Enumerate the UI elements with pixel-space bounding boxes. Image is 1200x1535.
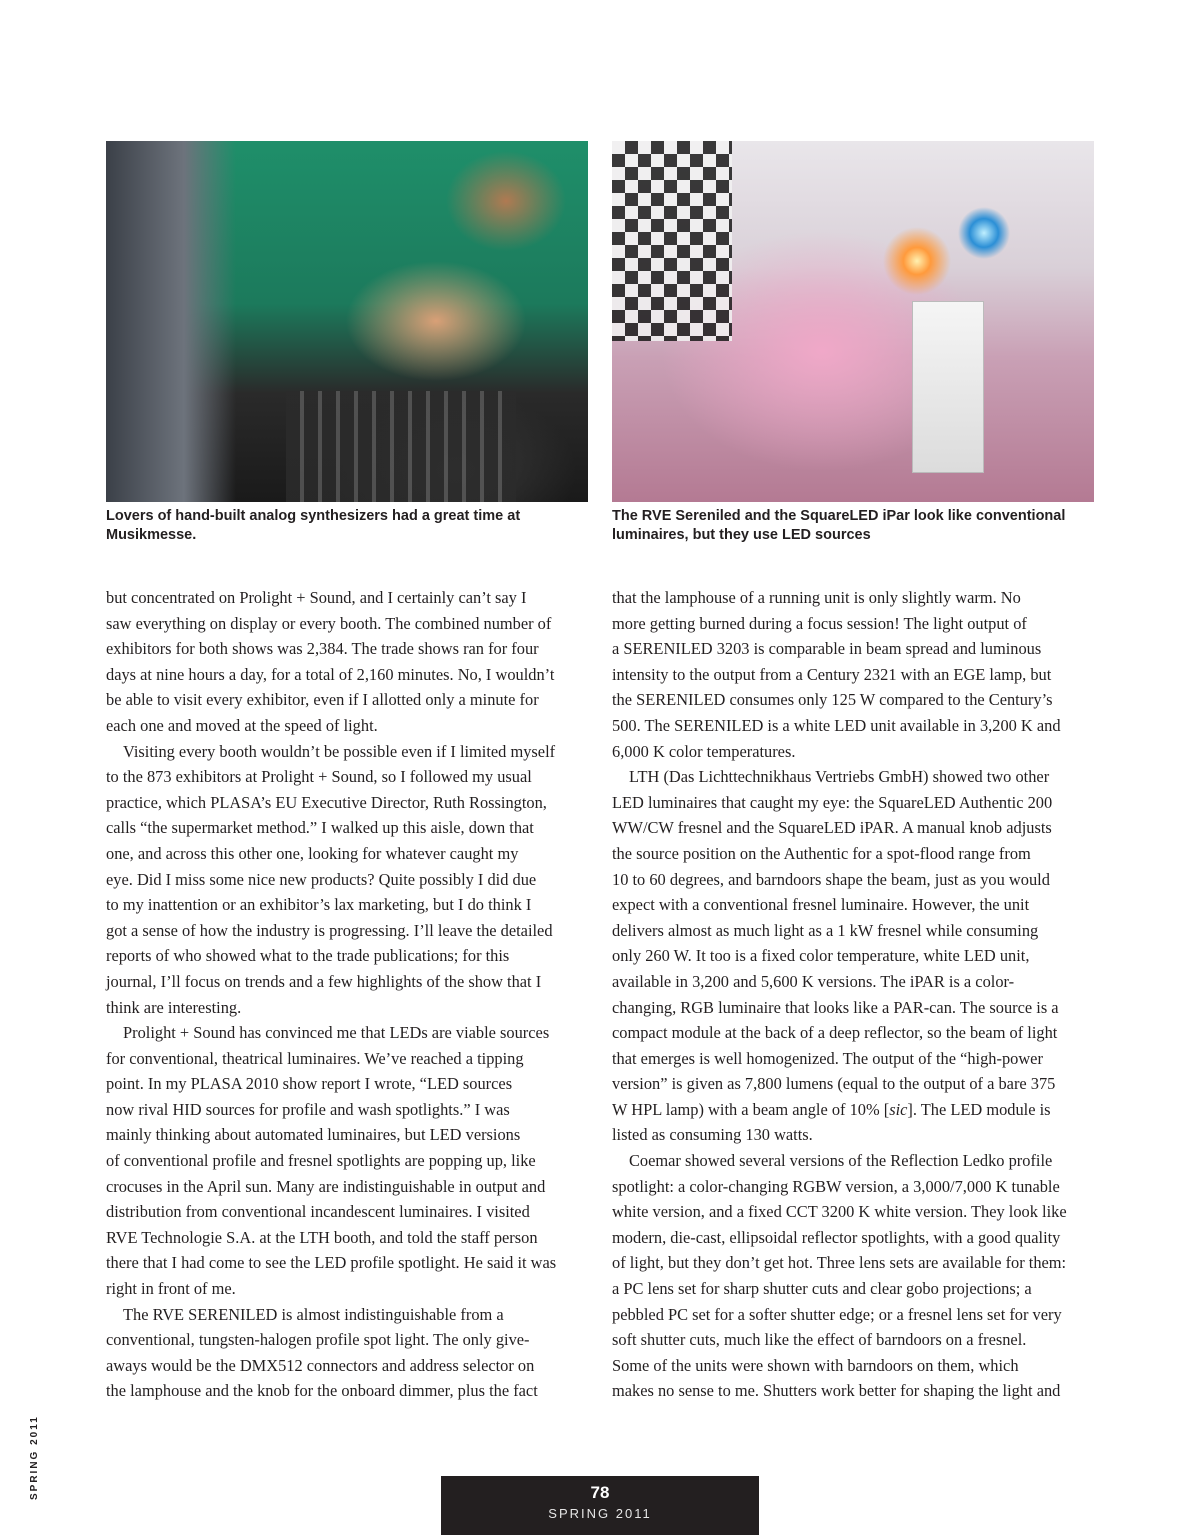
text-line: to the 873 exhibitors at Prolight + Sound, so I followed my usual: [106, 767, 532, 787]
text-line: intensity to the output from a Century 2321 with an EGE lamp, but: [612, 664, 1052, 684]
text-line: Visiting every booth wouldn’t be possible even if I limited myself: [123, 741, 556, 761]
text-line: one, and across this other one, looking for whatever caught my: [106, 843, 519, 863]
text-line-sic: [612, 1097, 1094, 1123]
photo-caption-left: Lovers of hand-built analog synthesizers had a great time at Musikmesse.: [106, 508, 521, 543]
text-line: eye. Did I miss some nice new products? Quite possibly I did due: [106, 869, 537, 889]
text-line: got a sense of how the industry is progressing. I’ll leave the detailed: [106, 920, 553, 940]
text-line: exhibitors for both shows was 2,384. The trade shows ran for four: [106, 639, 539, 659]
text-fragment: ]. The LED module is: [907, 1099, 1051, 1119]
text-line: now rival HID sources for profile and wash spotlights.” I was: [106, 1099, 510, 1119]
text-line: crocuses in the April sun. Many are indistinguishable in output and: [106, 1176, 546, 1196]
text-line: more getting burned during a focus session! The light output of: [612, 613, 1027, 633]
text-line: LED luminaires that caught my eye: the SquareLED Authentic 200: [612, 792, 1053, 812]
text-line: spotlight: a color-changing RGBW version, a 3,000/7,000 K tunable: [612, 1176, 1060, 1196]
text-line: expect with a conventional fresnel luminaire. However, the unit: [612, 895, 1030, 915]
text-line: 10 to 60 degrees, and barndoors shape the beam, just as you would: [612, 869, 1050, 889]
text-line: modern, die-cast, ellipsoidal reflector spotlights, with a good quality: [612, 1227, 1061, 1247]
text-line: a SERENILED 3203 is comparable in beam spread and luminous: [612, 639, 1042, 659]
text-line: The RVE SERENILED is almost indistinguishable from a: [123, 1304, 504, 1324]
text-line: the SERENILED consumes only 125 W compared to the Century’s: [612, 690, 1053, 710]
text-line: right in front of me.: [106, 1279, 236, 1299]
text-line: each one and moved at the speed of light.: [106, 715, 378, 735]
text-line: changing, RGB luminaire that looks like a PAR-can. The source is a: [612, 997, 1059, 1017]
text-line: journal, I’ll focus on trends and a few highlights of the show that I: [106, 971, 542, 991]
text-line: for conventional, theatrical luminaires. We’ve reached a tipping: [106, 1048, 524, 1068]
text-line: mainly thinking about automated luminaires, but LED versions: [106, 1125, 521, 1145]
text-line: version” is given as 7,800 lumens (equal to the output of a bare 375: [612, 1074, 1056, 1094]
text-line: RVE Technologie S.A. at the LTH booth, and told the staff person: [106, 1227, 538, 1247]
text-line: days at nine hours a day, for a total of 2,160 minutes. No, I wouldn’t: [106, 664, 555, 684]
text-line: distribution from conventional incandescent luminaires. I visited: [106, 1202, 530, 1222]
text-line: listed as consuming 130 watts.: [612, 1125, 813, 1145]
text-line: 6,000 K color temperatures.: [612, 741, 796, 761]
article-column-right: [612, 585, 1094, 1404]
text-line: saw everything on display or every booth. The combined number of: [106, 613, 552, 633]
page-footer: [441, 1476, 759, 1535]
text-line: reports of who showed what to the trade publications; for this: [106, 946, 510, 966]
text-line: soft shutter cuts, much like the effect of barndoors on a fresnel.: [612, 1330, 1027, 1350]
text-line: aways would be the DMX512 connectors and address selector on: [106, 1355, 535, 1375]
led-luminaires-photo: [612, 141, 1094, 502]
text-line: white version, and a fixed CCT 3200 K white version. They look like: [612, 1202, 1067, 1222]
text-line: a PC lens set for sharp shutter cuts and clear gobo projections; a: [612, 1279, 1032, 1299]
text-line: the source position on the Authentic for a spot-flood range from: [612, 843, 1031, 863]
text-line: that the lamphouse of a running unit is only slightly warm. No: [612, 588, 1021, 607]
text-line: practice, which PLASA’s EU Executive Director, Ruth Rossington,: [106, 792, 547, 812]
sic-italic: sic: [889, 1099, 908, 1119]
text-line: compact module at the back of a deep reflector, so the beam of light: [612, 1023, 1058, 1043]
text-line: conventional, tungsten-halogen profile spot light. The only give-: [106, 1330, 530, 1350]
synthesizer-photo: [106, 141, 588, 502]
text-fragment: W HPL lamp) with a beam angle of 10% [: [612, 1099, 890, 1119]
text-line: only 260 W. It too is a fixed color temperature, white LED unit,: [612, 946, 1030, 966]
text-line: pebbled PC set for a softer shutter edge; or a fresnel lens set for very: [612, 1304, 1062, 1324]
text-line: of conventional profile and fresnel spotlights are popping up, like: [106, 1151, 536, 1171]
text-line: Some of the units were shown with barndoors on them, which: [612, 1355, 1019, 1375]
page-number: 78: [590, 1483, 610, 1502]
text-line: of light, but they don’t get hot. Three lens sets are available for them:: [612, 1253, 1067, 1273]
text-line: think are interesting.: [106, 997, 242, 1017]
text-line: LTH (Das Lichttechnikhaus Vertriebs GmbH) showed two other: [629, 767, 1050, 787]
text-line: makes no sense to me. Shutters work better for shaping the light and: [612, 1381, 1061, 1401]
text-line: calls “the supermarket method.” I walked up this aisle, down that: [106, 818, 534, 838]
text-line: the lamphouse and the knob for the onboard dimmer, plus the fact: [106, 1381, 538, 1401]
text-line: be able to visit every exhibitor, even if I allotted only a minute for: [106, 690, 539, 710]
text-line: that emerges is well homogenized. The output of the “high-power: [612, 1048, 1043, 1068]
text-line: but concentrated on Prolight + Sound, and I certainly can’t say I: [106, 588, 527, 607]
text-line: point. In my PLASA 2010 show report I wrote, “LED sources: [106, 1074, 513, 1094]
text-line: delivers almost as much light as a 1 kW fresnel while consuming: [612, 920, 1039, 940]
text-line: Coemar showed several versions of the Reflection Ledko profile: [629, 1151, 1053, 1171]
article-column-left: [106, 585, 588, 1404]
text-line: there that I had come to see the LED profile spotlight. He said it was: [106, 1253, 557, 1273]
text-line: available in 3,200 and 5,600 K versions. The iPAR is a color-: [612, 971, 1015, 991]
text-line: 500. The SERENILED is a white LED unit available in 3,200 K and: [612, 715, 1061, 735]
photo-caption-right: The RVE Sereniled and the SquareLED iPar look like conventional luminaires, but they use LED sources: [612, 508, 1066, 543]
text-line: Prolight + Sound has convinced me that LEDs are viable sources: [123, 1023, 550, 1043]
text-line: WW/CW fresnel and the SquareLED iPAR. A manual knob adjusts: [612, 818, 1052, 838]
text-line: to my inattention or an exhibitor’s lax marketing, but I do think I: [106, 895, 532, 915]
issue-label: SPRING 2011: [548, 1506, 652, 1521]
sidebar-issue-label: SPRING 2011: [29, 1415, 40, 1500]
